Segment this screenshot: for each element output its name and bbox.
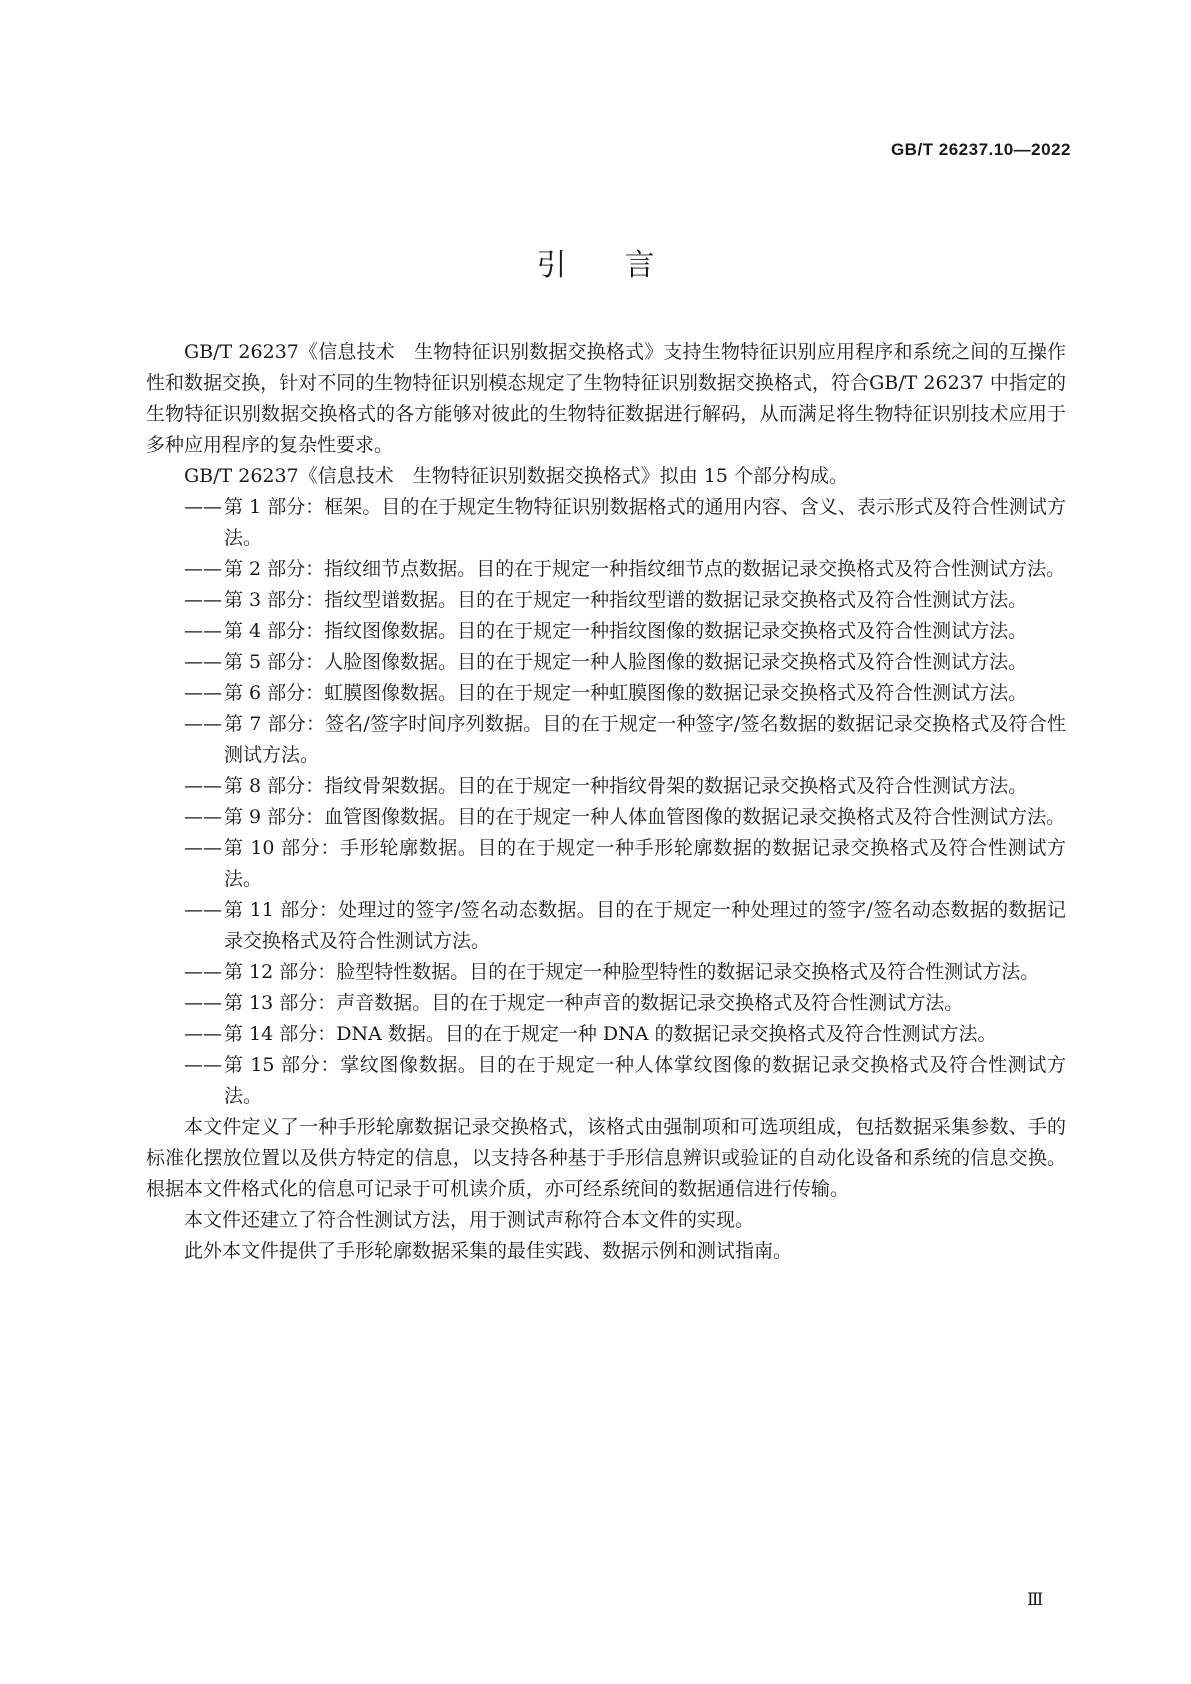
- list-item-text: 第 13 部分：声音数据。目的在于规定一种声音的数据记录交换格式及符合性测试方法。: [224, 992, 964, 1014]
- list-item-part-2: [146, 554, 1066, 585]
- list-item-text: 第 11 部分：处理过的签字/签名动态数据。目的在于规定一种处理过的签字/签名动态数据的数据记录交换格式及符合性测试方法。: [224, 899, 1066, 952]
- list-item-text: 第 15 部分：掌纹图像数据。目的在于规定一种人体掌纹图像的数据记录交换格式及符合性测试方法。: [224, 1054, 1066, 1107]
- list-dash: ——: [184, 620, 222, 642]
- closing-paragraph: 此外本文件提供了手形轮廓数据采集的最佳实践、数据示例和测试指南。: [184, 1240, 793, 1262]
- list-dash: ——: [184, 961, 222, 983]
- intro-paragraph: GB/T 26237《信息技术 生物特征识别数据交换格式》支持生物特征识别应用程序和系统之间的互操作性和数据交换，针对不同的生物特征识别模态规定了生物特征识别数据交换格式，符合GB/T 26237 中指定的生物特征识别数据交换格式的各方能够对彼此的生物特征数据进行解码，从而满足将生物特征识别技术应用于多种应用程序的复杂性要求。: [146, 341, 1066, 456]
- intro-paragraph: GB/T 26237《信息技术 生物特征识别数据交换格式》拟由 15 个部分构成。: [184, 465, 848, 487]
- list-item-part-1: [146, 492, 1066, 554]
- list-item-text: 第 4 部分：指纹图像数据。目的在于规定一种指纹图像的数据记录交换格式及符合性测试方法。: [224, 620, 1028, 642]
- list-dash: ——: [184, 775, 222, 797]
- list-dash: ——: [184, 992, 222, 1014]
- list-dash: ——: [184, 713, 222, 735]
- page-number: Ⅲ: [1027, 1590, 1044, 1610]
- list-dash: ——: [184, 682, 222, 704]
- document-body: [146, 337, 1066, 1267]
- list-item-part-4: [146, 616, 1066, 647]
- list-item-text: 第 2 部分：指纹细节点数据。目的在于规定一种指纹细节点的数据记录交换格式及符合性测试方法。: [224, 558, 1066, 580]
- list-item-text: 第 7 部分：签名/签字时间序列数据。目的在于规定一种签字/签名数据的数据记录交换格式及符合性测试方法。: [224, 713, 1066, 766]
- list-item-part-11: [146, 895, 1066, 957]
- list-item-part-14: [146, 1019, 1066, 1050]
- list-item-part-9: [146, 802, 1066, 833]
- list-dash: ——: [184, 1054, 222, 1076]
- closing-paragraph: 本文件还建立了符合性测试方法，用于测试声称符合本文件的实现。: [184, 1209, 755, 1231]
- list-item-text: 第 8 部分：指纹骨架数据。目的在于规定一种指纹骨架的数据记录交换格式及符合性测试方法。: [224, 775, 1028, 797]
- list-item-text: 第 10 部分：手形轮廓数据。目的在于规定一种手形轮廓数据的数据记录交换格式及符合性测试方法。: [224, 837, 1066, 890]
- list-dash: ——: [184, 837, 222, 859]
- page-title: 引言: [536, 248, 713, 283]
- list-item-part-7: [146, 709, 1066, 771]
- list-item-text: 第 14 部分：DNA 数据。目的在于规定一种 DNA 的数据记录交换格式及符合性测试方法。: [224, 1023, 997, 1045]
- list-dash: ——: [184, 899, 222, 921]
- list-dash: ——: [184, 496, 222, 518]
- list-dash: ——: [184, 651, 222, 673]
- list-item-text: 第 5 部分：人脸图像数据。目的在于规定一种人脸图像的数据记录交换格式及符合性测试方法。: [224, 651, 1028, 673]
- list-item-text: 第 6 部分：虹膜图像数据。目的在于规定一种虹膜图像的数据记录交换格式及符合性测试方法。: [224, 682, 1028, 704]
- list-dash: ——: [184, 558, 222, 580]
- list-item-part-8: [146, 771, 1066, 802]
- list-dash: ——: [184, 806, 222, 828]
- list-item-part-15: [146, 1050, 1066, 1112]
- list-item-part-12: [146, 957, 1066, 988]
- standard-code: GB/T 26237.10—2022: [890, 140, 1071, 159]
- list-item-part-5: [146, 647, 1066, 678]
- list-item-part-6: [146, 678, 1066, 709]
- list-item-part-3: [146, 585, 1066, 616]
- list-item-text: 第 3 部分：指纹型谱数据。目的在于规定一种指纹型谱的数据记录交换格式及符合性测试方法。: [224, 589, 1028, 611]
- closing-paragraph: 本文件定义了一种手形轮廓数据记录交换格式，该格式由强制项和可选项组成，包括数据采集参数、手的标准化摆放位置以及供方特定的信息，以支持各种基于手形信息辨识或验证的自动化设备和系统的信息交换。根据本文件格式化的信息可记录于可机读介质，亦可经系统间的数据通信进行传输。: [146, 1116, 1066, 1200]
- list-item-text: 第 1 部分：框架。目的在于规定生物特征识别数据格式的通用内容、含义、表示形式及符合性测试方法。: [224, 496, 1066, 549]
- list-dash: ——: [184, 589, 222, 611]
- list-dash: ——: [184, 1023, 222, 1045]
- list-item-part-13: [146, 988, 1066, 1019]
- list-item-text: 第 12 部分：脸型特性数据。目的在于规定一种脸型特性的数据记录交换格式及符合性测试方法。: [224, 961, 1040, 983]
- list-item-text: 第 9 部分：血管图像数据。目的在于规定一种人体血管图像的数据记录交换格式及符合性测试方法。: [224, 806, 1066, 828]
- list-item-part-10: [146, 833, 1066, 895]
